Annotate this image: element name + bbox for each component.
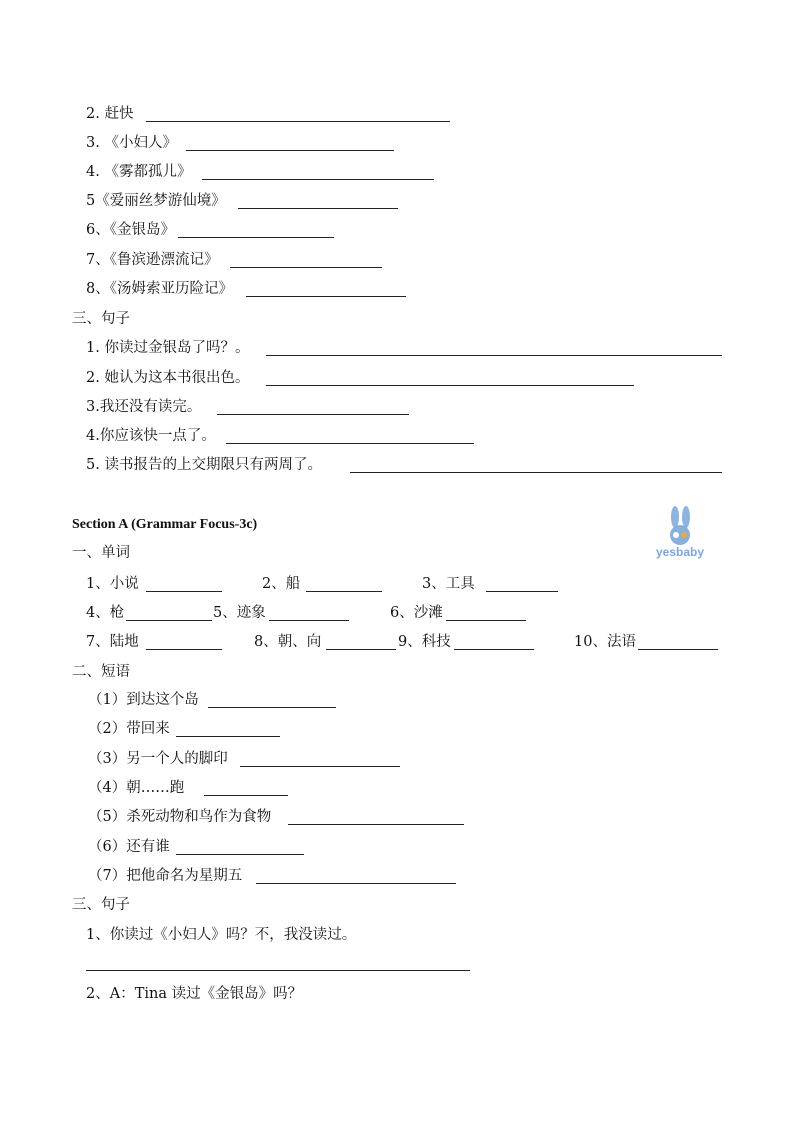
section-sentence-1: 1、你读过《小妇人》吗？不，我没读过。	[86, 927, 357, 943]
answer-blank[interactable]	[146, 591, 222, 592]
phrase-3: （3）另一个人的脚印	[88, 749, 408, 769]
answer-blank[interactable]	[288, 824, 464, 825]
answer-blank[interactable]	[269, 620, 349, 621]
word-5: 5、迹象	[213, 603, 353, 623]
logo-text: yesbaby	[655, 545, 705, 559]
sentence-1: 1. 你读过金银岛了吗？。	[86, 338, 726, 358]
sentence-3: 3.我还没有读完。	[86, 397, 426, 417]
phrase-7: （7）把他命名为星期五	[88, 866, 458, 886]
answer-blank[interactable]	[266, 385, 634, 386]
answer-blank[interactable]	[208, 707, 336, 708]
word-10: 10、法语	[574, 632, 722, 652]
word-4: 4、枪	[86, 603, 216, 623]
sentences-heading-1: 三、句子	[72, 311, 130, 327]
answer-blank[interactable]	[238, 208, 398, 209]
item-4: 4. 《雾都孤儿》	[86, 162, 446, 182]
answer-blank[interactable]	[176, 736, 280, 737]
answer-blank[interactable]	[306, 591, 382, 592]
phrase-2: （2）带回来	[88, 719, 288, 739]
words-heading: 一、单词	[72, 545, 130, 561]
section-title: Section A (Grammar Focus-3c)	[72, 517, 258, 532]
answer-blank[interactable]	[240, 766, 400, 767]
answer-blank[interactable]	[326, 649, 396, 650]
answer-blank[interactable]	[266, 355, 722, 356]
answer-blank[interactable]	[350, 472, 722, 473]
word-8: 8、朝、向	[254, 632, 400, 652]
yesbaby-logo-icon	[648, 505, 712, 561]
answer-blank[interactable]	[217, 414, 409, 415]
answer-blank[interactable]	[246, 296, 406, 297]
sentence-2: 2. 她认为这本书很出色。	[86, 368, 646, 388]
answer-blank[interactable]	[186, 150, 394, 151]
phrase-6: （6）还有谁	[88, 837, 308, 857]
answer-blank[interactable]	[202, 179, 434, 180]
word-6: 6、沙滩	[390, 603, 530, 623]
answer-blank[interactable]	[486, 591, 558, 592]
answer-blank[interactable]	[446, 620, 526, 621]
answer-blank[interactable]	[178, 237, 334, 238]
item-2: 2. 赶快	[86, 104, 456, 124]
answer-blank[interactable]	[256, 883, 456, 884]
answer-blank[interactable]	[230, 267, 382, 268]
section-sentence-2: 2、A：Tina 读过《金银岛》吗？	[86, 986, 303, 1002]
answer-blank[interactable]	[126, 620, 212, 621]
answer-blank[interactable]	[86, 970, 470, 971]
answer-blank[interactable]	[454, 649, 534, 650]
word-9: 9、科技	[398, 632, 538, 652]
item-6: 6、《金银岛》	[86, 220, 346, 240]
answer-blank[interactable]	[146, 121, 450, 122]
sentence-4: 4.你应该快一点了。	[86, 426, 486, 446]
answer-blank[interactable]	[146, 649, 222, 650]
answer-blank[interactable]	[638, 649, 718, 650]
word-7: 7、陆地	[86, 632, 226, 652]
word-1: 1、小说	[86, 574, 226, 594]
item-5: 5《爱丽丝梦游仙境》	[86, 191, 406, 211]
sentence-5: 5. 读书报告的上交期限只有两周了。	[86, 455, 726, 475]
phrase-4: （4）朝……跑	[88, 778, 298, 798]
sentences-heading-2: 三、句子	[72, 897, 130, 913]
phrase-1: （1）到达这个岛	[88, 690, 348, 710]
item-8: 8、《汤姆索亚历险记》	[86, 279, 416, 299]
word-3: 3、工具	[422, 574, 562, 594]
item-3: 3. 《小妇人》	[86, 133, 406, 153]
word-2: 2、船	[262, 574, 386, 594]
phrase-5: （5）杀死动物和鸟作为食物	[88, 807, 468, 827]
answer-blank[interactable]	[226, 443, 474, 444]
answer-blank[interactable]	[176, 854, 304, 855]
answer-blank[interactable]	[204, 795, 288, 796]
phrases-heading: 二、短语	[72, 664, 130, 680]
item-7: 7、《鲁滨逊漂流记》	[86, 250, 396, 270]
